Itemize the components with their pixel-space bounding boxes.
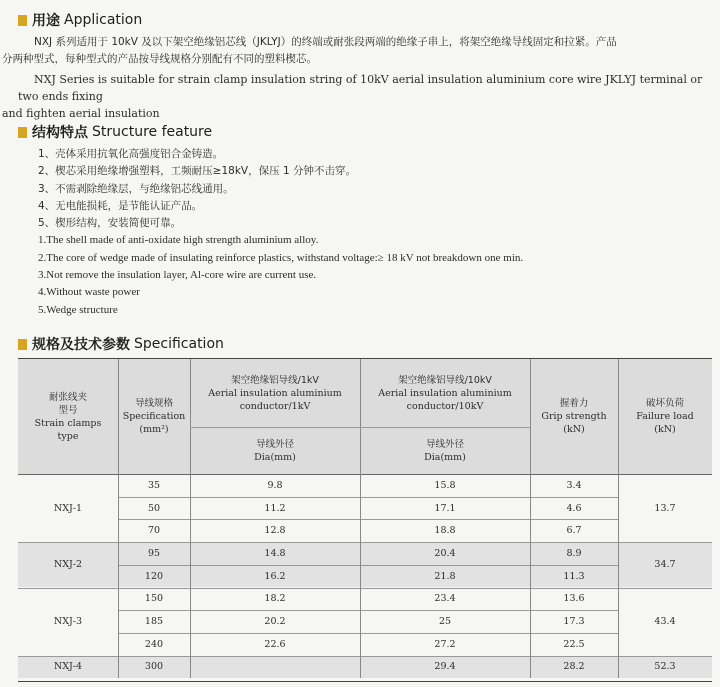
table-cell-spec: 50 <box>147 502 161 514</box>
structure-item-cn: 3、不需剥除绝缘层，与绝缘铝芯线通用。 <box>38 182 234 195</box>
table-cell-type: NXJ-1 <box>53 502 83 514</box>
row-divider <box>118 633 618 634</box>
header-dia-cn: 导线外径 <box>425 438 464 450</box>
header-divider <box>360 359 361 474</box>
header-divider <box>118 359 119 474</box>
table-cell-grip: 28.2 <box>563 661 585 673</box>
table-cell-grip: 6.7 <box>566 525 582 537</box>
application-text-cn <box>2 34 708 68</box>
header-divider <box>190 427 530 428</box>
structure-item-cn: 4、无电能损耗，是节能认证产品。 <box>38 199 203 212</box>
header-spec-en: Specification <box>122 411 186 422</box>
application-en-line: and fighten aerial insulation <box>2 107 160 120</box>
table-cell-type: NXJ-3 <box>53 616 83 628</box>
application-heading <box>18 10 142 30</box>
header-spec-cn: 导线规格 <box>134 398 173 409</box>
table-cell-dia10: 15.8 <box>434 479 456 491</box>
header-failure-cn: 破坏负荷 <box>645 398 684 409</box>
table-cell-failure: 43.4 <box>654 616 676 628</box>
header-10kv-cn: 架空绝缘铝导线/10kV <box>398 374 492 386</box>
column-divider <box>190 474 191 678</box>
heading-marker-icon <box>18 15 27 26</box>
header-spec <box>118 359 190 474</box>
structure-item-en: 4.Without waste power <box>38 286 140 299</box>
header-failure-en: Failure load <box>636 411 694 422</box>
table-cell-spec: 70 <box>147 525 161 537</box>
table-cell-dia10: 27.2 <box>434 638 456 650</box>
application-cn-line: NXJ 系列适用于 10kV 及以下架空绝缘铝芯线（JKLYJ）的终端或耐张段两端的绝缘子串上，将架空绝缘导线固定和拉紧。产品 <box>34 36 617 48</box>
header-grip-en: Grip strength <box>541 411 607 422</box>
header-1kv-en: Aerial insulation aluminium <box>208 387 342 399</box>
table-cell-failure: 52.3 <box>654 661 676 673</box>
header-10kv <box>360 359 530 427</box>
table-cell-spec: 300 <box>144 661 164 673</box>
table-cell-dia10: 21.8 <box>434 570 456 582</box>
table-cell-failure: 13.7 <box>654 502 676 514</box>
column-divider <box>530 474 531 678</box>
table-cell-dia1: 18.2 <box>264 593 286 605</box>
row-divider <box>18 542 712 543</box>
application-heading-en: Application <box>64 12 143 28</box>
table-cell-dia1: 14.8 <box>264 547 286 559</box>
table-cell-dia10: 18.8 <box>434 525 456 537</box>
column-divider <box>118 474 119 678</box>
table-cell-grip: 22.5 <box>563 638 585 650</box>
table-cell-dia1: 20.2 <box>264 616 286 628</box>
header-1kv-dia <box>190 427 360 474</box>
header-type <box>18 359 118 474</box>
table-cell-grip: 4.6 <box>566 502 582 514</box>
header-divider <box>190 359 191 474</box>
row-divider <box>18 656 712 657</box>
row-divider <box>118 610 618 611</box>
column-divider <box>618 474 619 678</box>
header-spec-unit: (mm²) <box>139 424 169 435</box>
table-cell-failure: 34.7 <box>654 559 676 571</box>
table-cell-spec: 35 <box>147 479 161 491</box>
header-type-cn: 型号 <box>58 404 78 416</box>
row-divider <box>118 497 618 498</box>
header-divider <box>618 359 619 474</box>
header-10kv-en: conductor/10kV <box>406 400 484 412</box>
structure-item-cn: 5、楔形结构，安装简便可靠。 <box>38 217 182 230</box>
table-cell-grip: 11.3 <box>563 570 585 582</box>
header-type-en: type <box>57 430 79 442</box>
structure-item-en: 5.Wedge structure <box>38 303 118 316</box>
application-heading-cn: 用途 <box>32 13 60 29</box>
header-grip-cn: 握着力 <box>559 398 589 409</box>
structure-heading-cn: 结构特点 <box>32 125 88 141</box>
header-grip <box>530 359 618 474</box>
structure-list <box>38 146 523 319</box>
table-cell-dia1: 22.6 <box>264 638 286 650</box>
structure-item-cn: 1、壳体采用抗氧化高强度铝合金铸造。 <box>38 148 224 160</box>
application-text-en <box>2 71 708 122</box>
header-1kv-cn: 架空绝缘铝导线/1kV <box>231 374 319 386</box>
structure-item-en: 3.Not remove the insulation layer, Al-core wire are current use. <box>38 269 317 282</box>
header-type-cn: 耐张线夹 <box>48 391 87 403</box>
header-divider <box>530 359 531 474</box>
heading-marker-icon <box>18 339 27 350</box>
table-cell-type: NXJ-2 <box>53 559 83 571</box>
row-divider <box>118 565 618 566</box>
header-failure <box>618 359 712 474</box>
table-cell-type: NXJ-4 <box>53 661 83 673</box>
header-10kv-en: Aerial insulation aluminium <box>378 387 512 399</box>
specification-heading-en: Specification <box>134 336 224 352</box>
table-cell-grip: 17.3 <box>563 616 585 628</box>
application-cn-line: 分两种型式，每种型式的产品按导线规格分别配有不同的塑料楔芯。 <box>2 53 317 65</box>
header-1kv <box>190 359 360 427</box>
header-dia-en: Dia(mm) <box>254 451 296 463</box>
header-failure-unit: (kN) <box>654 424 676 435</box>
header-1kv-en: conductor/1kV <box>239 400 311 412</box>
heading-marker-icon <box>18 127 27 138</box>
table-cell-dia10: 23.4 <box>434 593 456 605</box>
row-divider <box>118 519 618 520</box>
header-type-en: Strain clamps <box>34 417 102 429</box>
table-cell-spec: 150 <box>144 593 164 605</box>
header-dia-cn: 导线外径 <box>255 438 294 450</box>
row-divider <box>18 588 712 589</box>
table-cell-dia1 <box>190 656 360 679</box>
structure-item-cn: 2、楔芯采用绝缘增强塑料，工频耐压≥18kV，保压 1 分钟不击穿。 <box>38 165 356 178</box>
table-cell-spec: 240 <box>144 638 164 650</box>
table-cell-dia10: 29.4 <box>434 661 456 673</box>
table-cell-dia1: 9.8 <box>267 479 283 491</box>
table-cell-grip: 13.6 <box>563 593 585 605</box>
table-cell-dia10: 25 <box>438 616 452 628</box>
table-cell-grip: 3.4 <box>566 479 582 491</box>
structure-item-en: 1.The shell made of anti-oxidate high strength aluminium alloy. <box>38 234 319 247</box>
column-divider <box>360 474 361 678</box>
structure-heading-en: Structure feature <box>92 124 213 140</box>
table-cell-dia1: 12.8 <box>264 525 286 537</box>
table-cell-spec: 185 <box>144 616 164 628</box>
specification-table <box>18 358 712 682</box>
table-cell-dia1: 11.2 <box>264 502 286 514</box>
structure-heading <box>18 122 212 142</box>
header-grip-unit: (kN) <box>563 424 585 435</box>
specification-heading-cn: 规格及技术参数 <box>32 337 130 353</box>
table-cell-spec: 95 <box>147 547 161 559</box>
table-cell-dia1: 16.2 <box>264 570 286 582</box>
structure-item-en: 2.The core of wedge made of insulating reinforce plastics, withstand voltage:≥ 18 kV not breakdown one min. <box>38 251 524 264</box>
header-dia-en: Dia(mm) <box>424 451 466 463</box>
table-cell-dia10: 20.4 <box>434 547 456 559</box>
table-cell-spec: 120 <box>144 570 164 582</box>
table-cell-dia10: 17.1 <box>434 502 456 514</box>
table-cell-grip: 8.9 <box>566 547 582 559</box>
specification-heading <box>18 334 224 354</box>
header-10kv-dia <box>360 427 530 474</box>
application-en-line: NXJ Series is suitable for strain clamp insulation string of 10kV aerial insulation aluminium core wire JKLYJ terminal or two ends fixing <box>18 73 703 103</box>
